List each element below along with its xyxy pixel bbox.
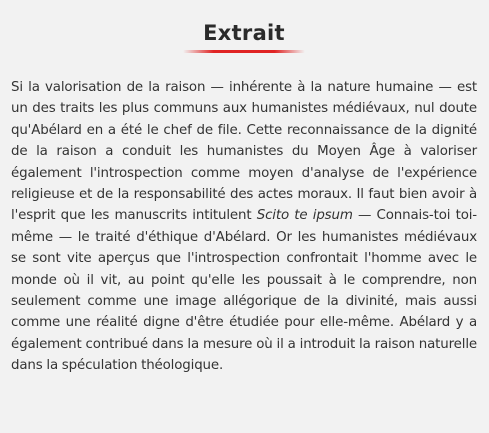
book-title-italic: Scito te ipsum (256, 208, 353, 224)
title-block (11, 0, 477, 53)
excerpt-text-part-2: — Connais-toi toi-même — le traité d'éthique d'Abélard. Or les humanistes médiévaux se sont vite aperçus que l'introspection confrontait l'homme avec le monde où il vit, au point qu'elle les poussait à le comprendre, non seulement comme une image allégorique de la divinité, mais aussi comme une réalité digne d'être étudiée pour elle-même. Abélard y a également contribué dans la mesure où il a introduit la raison naturelle dans la spéculation théologique. (11, 208, 477, 374)
title-underline (183, 50, 305, 53)
excerpt-paragraph (11, 77, 477, 377)
page-title: Extrait (203, 21, 285, 45)
excerpt-text-part-1: Si la valorisation de la raison — inhérente à la nature humaine — est un des traits les plus communs aux humanistes médiévaux, nul doute qu'Abélard en a été le chef de file. Cette reconnaissance de la dignité de la raison a conduit les humanistes du Moyen Âge à valoriser également l'introspection comme moyen d'analyse de l'expérience religieuse et de la responsabilité des actes moraux. Il faut bien avoir à l'esprit que les manuscrits intitulent (11, 80, 477, 224)
